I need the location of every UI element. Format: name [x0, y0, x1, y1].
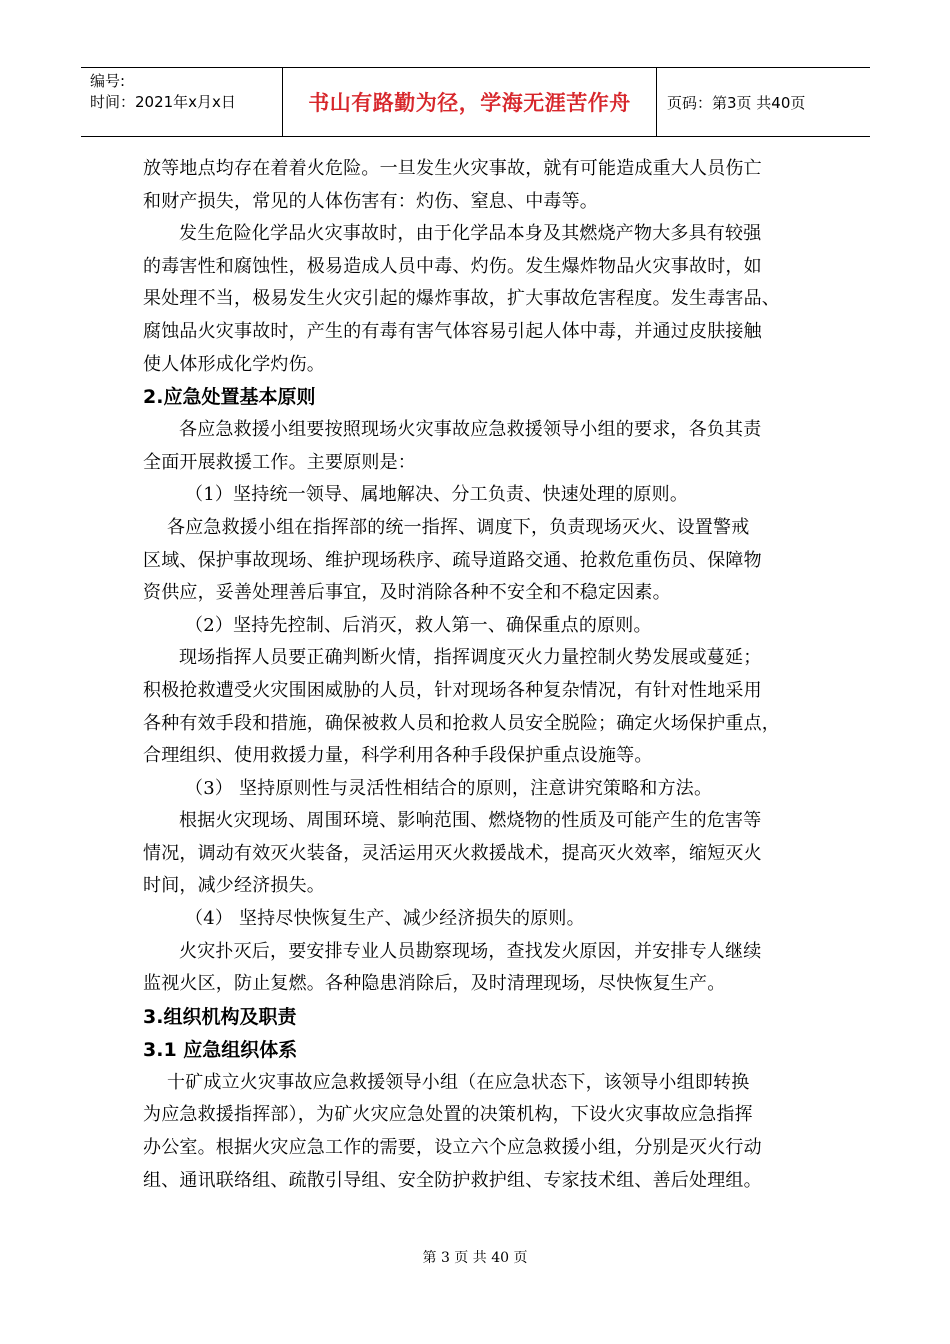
document-header [81, 67, 870, 137]
section-heading: 2.应急处置基本原则 [143, 386, 316, 409]
body-line: 情况，调动有效灭火装备，灵活运用灭火救援战术，提高灭火效率，缩短灭火 [143, 842, 762, 864]
body-line: 火灾扑灭后，要安排专业人员勘察现场，查找发火原因，并安排专人继续 [179, 940, 762, 962]
body-line: 和财产损失，常见的人体伤害有：灼伤、窒息、中毒等。 [143, 190, 598, 212]
body-line: 监视火区，防止复燃。各种隐患消除后，及时清理现场，尽快恢复生产。 [143, 973, 726, 995]
principle-item: （3） 坚持原则性与灵活性相结合的原则，注意讲究策略和方法。 [185, 777, 713, 799]
document-number-label: 编号: [90, 72, 126, 90]
header-meta-cell [81, 68, 283, 136]
body-line: 全面开展救援工作。主要原则是： [143, 451, 416, 473]
principle-item: （4） 坚持尽快恢复生产、减少经济损失的原则。 [185, 908, 585, 930]
body-line: 的毒害性和腐蚀性，极易造成人员中毒、灼伤。发生爆炸物品火灾事故时，如 [143, 255, 762, 277]
body-line: 办公室。根据火灾应急工作的需要，设立六个应急救援小组，分别是灭火行动 [143, 1137, 762, 1159]
body-line: 合理组织、使用救援力量，科学利用各种手段保护重点设施等。 [143, 745, 653, 767]
body-line: 各种有效手段和措施，确保被救人员和抢救人员安全脱险；确定火场保护重点， [143, 712, 780, 734]
header-motto: 书山有路勤为径，学海无涯苦作舟 [283, 68, 657, 136]
page-footer: 第 3 页 共 40 页 [422, 1250, 528, 1266]
body-line: 现场指挥人员要正确判断火情，指挥调度灭火力量控制火势发展或蔓延； [179, 647, 762, 669]
body-line: 各应急救援小组在指挥部的统一指挥、调度下，负责现场灭火、设置警戒 [167, 516, 750, 538]
document-date-label: 时间：2021年x月x日 [90, 93, 236, 111]
header-page-info: 页码：第3页 共40页 [667, 93, 806, 112]
body-line: 区域、保护事故现场、维护现场秩序、疏导道路交通、抢救危重伤员、保障物 [143, 549, 762, 571]
body-line: 发生危险化学品火灾事故时，由于化学品本身及其燃烧产物大多具有较强 [179, 223, 762, 245]
body-line: 为应急救援指挥部），为矿火灾应急处置的决策机构，下设火灾事故应急指挥 [143, 1104, 753, 1126]
body-line: 十矿成立火灾事故应急救援领导小组（在应急状态下，该领导小组即转换 [167, 1071, 750, 1093]
subsection-heading: 3.1 应急组织体系 [143, 1038, 298, 1061]
body-line: 放等地点均存在着着火危险。一旦发生火灾事故，就有可能造成重大人员伤亡 [143, 158, 762, 179]
body-line: 时间，减少经济损失。 [143, 875, 325, 897]
body-line: 根据火灾现场、周围环境、影响范围、燃烧物的性质及可能产生的危害等 [179, 810, 762, 832]
principle-item: （1）坚持统一领导、属地解决、分工负责、快速处理的原则。 [185, 484, 689, 506]
body-line: 资供应，妥善处理善后事宜，及时消除各种不安全和不稳定因素。 [143, 582, 671, 604]
body-line: 各应急救援小组要按照现场火灾事故应急救援领导小组的要求，各负其责 [179, 419, 762, 441]
document-body [143, 153, 809, 1197]
body-line: 积极抢救遭受火灾围困威胁的人员，针对现场各种复杂情况，有针对性地采用 [143, 679, 762, 701]
body-line: 果处理不当，极易发生火灾引起的爆炸事故，扩大事故危害程度。发生毒害品、 [143, 288, 780, 310]
body-line: 组、通讯联络组、疏散引导组、安全防护救护组、专家技术组、善后处理组。 [143, 1169, 762, 1191]
body-line: 使人体形成化学灼伤。 [143, 353, 325, 375]
section-heading: 3.组织机构及职责 [143, 1005, 297, 1028]
principle-item: （2）坚持先控制、后消灭，救人第一、确保重点的原则。 [185, 614, 652, 636]
body-line: 腐蚀品火灾事故时，产生的有毒有害气体容易引起人体中毒，并通过皮肤接触 [143, 320, 762, 342]
